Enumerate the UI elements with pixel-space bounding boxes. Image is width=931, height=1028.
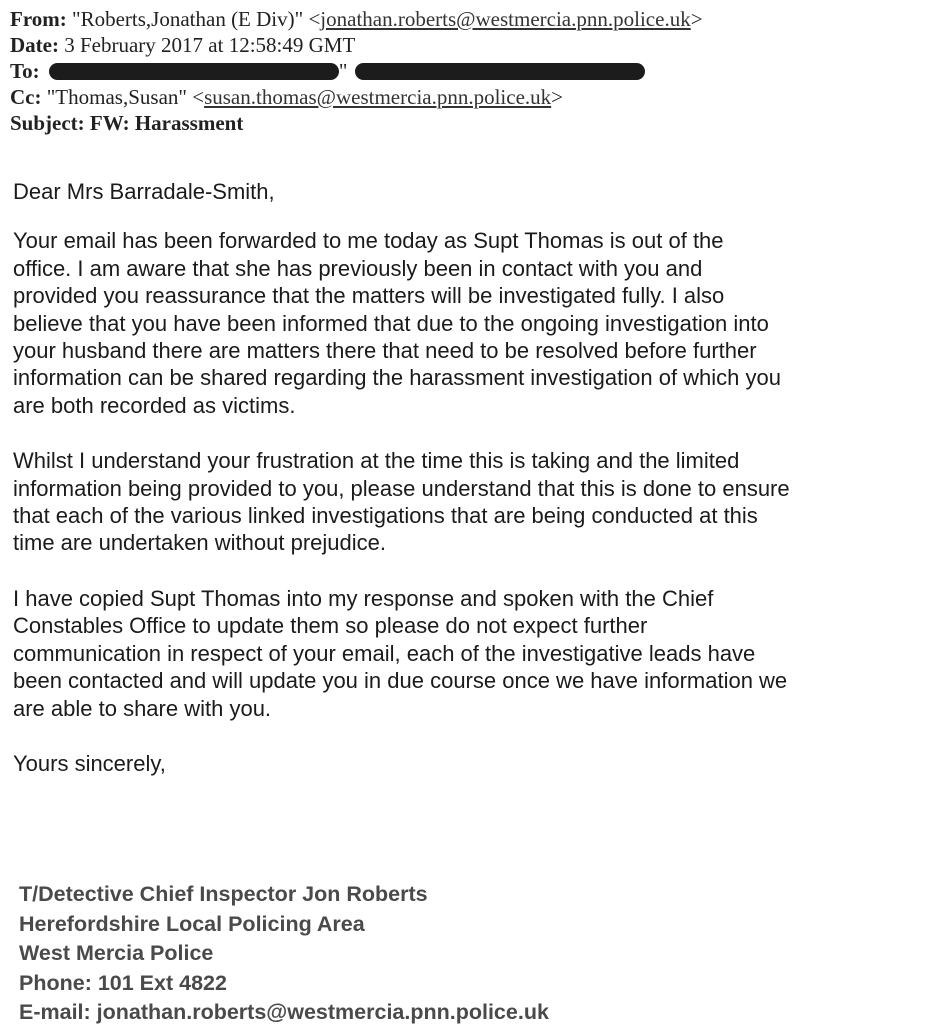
subject-label: Subject: <box>10 111 85 135</box>
redacted-name-block <box>49 63 339 80</box>
paragraph-line: that each of the various linked investigations that are being conducted at this <box>13 503 758 529</box>
paragraph-line: are both recorded as victims. <box>13 392 296 418</box>
date-value: 3 February 2017 at 12:58:49 GMT <box>64 33 356 57</box>
from-email-close: > <box>690 7 703 31</box>
signature-org: West Mercia Police <box>19 941 214 965</box>
paragraph-line: believe that you have been informed that due to the ongoing investigation into <box>13 310 769 336</box>
paragraph-line: Your email has been forwarded to me today as Supt Thomas is out of the <box>13 228 724 254</box>
paragraph-3 <box>13 585 928 722</box>
paragraph-line: Whilst I understand your frustration at the time this is taking and the limited <box>13 448 740 474</box>
paragraph-line: office. I am aware that she has previously been in contact with you and <box>13 255 703 281</box>
greeting: Dear Mrs Barradale-Smith, <box>13 179 275 204</box>
paragraph-line: I have copied Supt Thomas into my response and spoken with the Chief <box>13 585 714 611</box>
paragraph-line: communication in respect of your email, each of the investigative leads have <box>13 640 756 666</box>
signature-block <box>19 880 549 1028</box>
paragraph-line: information can be shared regarding the harassment investigation of which you <box>13 365 782 391</box>
email-header <box>10 6 703 136</box>
paragraph-line: are able to share with you. <box>13 695 272 721</box>
cc-label: Cc: <box>10 85 42 109</box>
cc-email-close: > <box>551 85 564 109</box>
paragraph-1 <box>13 227 928 419</box>
to-row <box>10 58 703 84</box>
email-body <box>13 178 928 777</box>
cc-row <box>10 84 703 110</box>
cc-email-open: < <box>192 85 205 109</box>
paragraph-line: your husband there are matters there that need to be resolved before further <box>13 338 757 364</box>
signature-name: T/Detective Chief Inspector Jon Roberts <box>19 882 428 906</box>
closing: Yours sincerely, <box>13 750 166 776</box>
redacted-email-block <box>355 63 645 80</box>
signature-area: Herefordshire Local Policing Area <box>19 911 365 936</box>
date-row <box>10 32 703 58</box>
paragraph-line: time are undertaken without prejudice. <box>13 530 386 556</box>
subject-row <box>10 110 703 136</box>
cc-email-link[interactable]: susan.thomas@westmercia.pnn.police.uk <box>204 85 552 109</box>
signature-email[interactable]: E-mail: jonathan.roberts@westmercia.pnn.police.uk <box>19 1000 549 1024</box>
to-label: To: <box>10 59 40 83</box>
paragraph-2 <box>13 447 928 557</box>
from-email-open: < <box>308 7 321 31</box>
to-quote: " <box>338 59 348 83</box>
from-name: "Roberts,Jonathan (E Div)" <box>72 7 304 31</box>
cc-name: "Thomas,Susan" <box>46 85 187 109</box>
paragraph-line: provided you reassurance that the matters will be investigated fully. I also <box>13 283 725 309</box>
date-label: Date: <box>10 33 59 57</box>
from-email-link[interactable]: jonathan.roberts@westmercia.pnn.police.uk <box>320 7 691 31</box>
subject-value: FW: Harassment <box>89 111 244 135</box>
from-label: From: <box>10 7 67 31</box>
paragraph-line: Constables Office to update them so please do not expect further <box>13 613 648 639</box>
paragraph-line: information being provided to you, please understand that this is done to ensure <box>13 475 790 501</box>
paragraph-line: been contacted and will update you in due course once we have information we <box>13 668 788 694</box>
signature-phone: Phone: 101 Ext 4822 <box>19 970 227 995</box>
from-row <box>10 6 703 32</box>
